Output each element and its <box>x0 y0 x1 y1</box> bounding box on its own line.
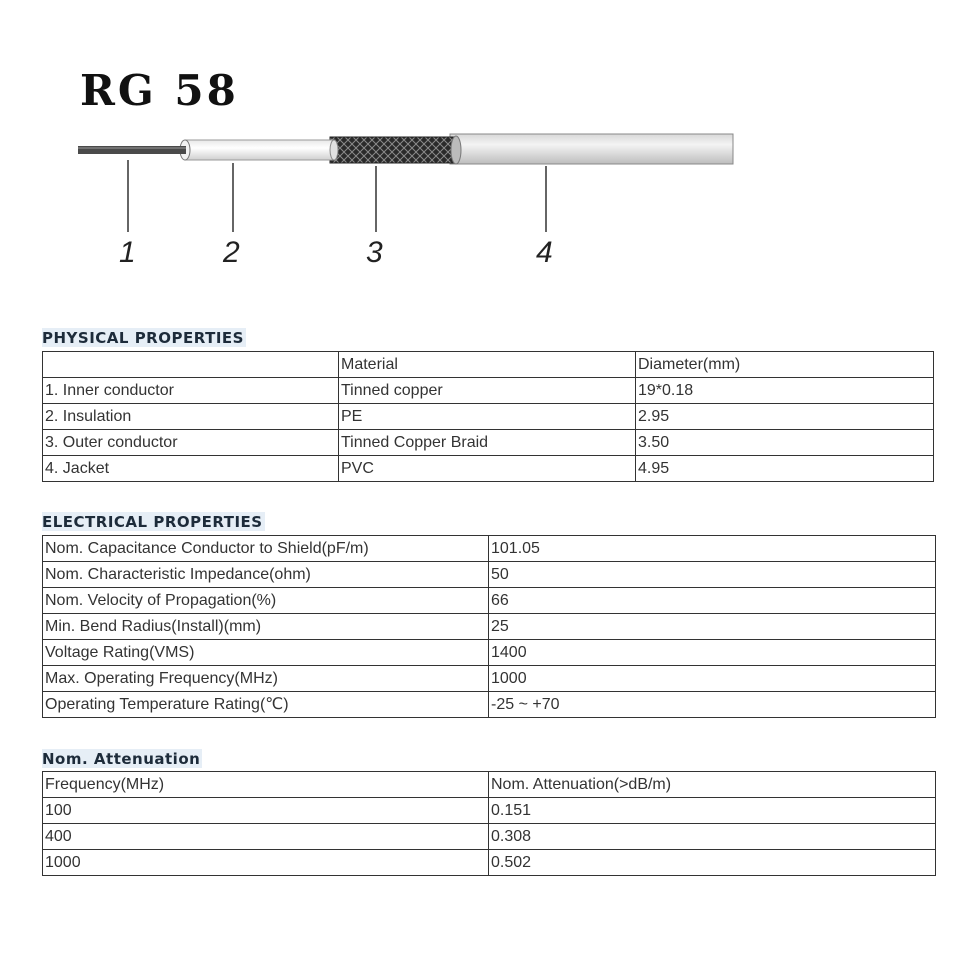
table-cell: 400 <box>43 824 489 850</box>
physical-section-title: PHYSICAL PROPERTIES <box>42 329 244 347</box>
table-cell: 19*0.18 <box>636 378 934 404</box>
attenuation-table <box>42 771 936 876</box>
callout-3: 3 <box>366 236 383 269</box>
table-cell: Tinned Copper Braid <box>339 430 636 456</box>
table-cell: 1000 <box>43 850 489 876</box>
table-cell: Material <box>339 352 636 378</box>
table-cell: 2. Insulation <box>43 404 339 430</box>
table-cell: Voltage Rating(VMS) <box>43 640 489 666</box>
table-cell: 25 <box>489 614 936 640</box>
table-cell: Max. Operating Frequency(MHz) <box>43 666 489 692</box>
electrical-table <box>42 535 936 718</box>
table-row <box>43 588 936 614</box>
cable-inner-conductor <box>78 146 186 154</box>
table-cell: Nom. Velocity of Propagation(%) <box>43 588 489 614</box>
table-cell: Min. Bend Radius(Install)(mm) <box>43 614 489 640</box>
table-cell: Nom. Characteristic Impedance(ohm) <box>43 562 489 588</box>
table-cell: 4.95 <box>636 456 934 482</box>
table-row <box>43 850 936 876</box>
callout-2: 2 <box>223 236 240 269</box>
table-cell: 2.95 <box>636 404 934 430</box>
cable-insulation <box>185 140 335 160</box>
table-row <box>43 798 936 824</box>
cable-braid <box>330 137 456 163</box>
table-cell: Operating Temperature Rating(℃) <box>43 692 489 718</box>
table-cell: -25 ~ +70 <box>489 692 936 718</box>
table-row <box>43 824 936 850</box>
table-row <box>43 692 936 718</box>
physical-table <box>42 351 934 482</box>
table-cell: Tinned copper <box>339 378 636 404</box>
table-cell: 1. Inner conductor <box>43 378 339 404</box>
table-cell: 0.151 <box>489 798 936 824</box>
table-cell: 50 <box>489 562 936 588</box>
table-cell: 1000 <box>489 666 936 692</box>
table-row <box>43 456 934 482</box>
table-cell: Nom. Capacitance Conductor to Shield(pF/m) <box>43 536 489 562</box>
table-row <box>43 404 934 430</box>
table-cell: Diameter(mm) <box>636 352 934 378</box>
attenuation-section-title: Nom. Attenuation <box>42 750 201 768</box>
table-row <box>43 614 936 640</box>
cable-diagram <box>0 120 980 240</box>
table-cell: 1400 <box>489 640 936 666</box>
table-cell: 0.502 <box>489 850 936 876</box>
table-row <box>43 378 934 404</box>
electrical-section-title: ELECTRICAL PROPERTIES <box>42 513 263 531</box>
table-cell: Frequency(MHz) <box>43 772 489 798</box>
callout-4: 4 <box>536 236 553 269</box>
table-cell: 100 <box>43 798 489 824</box>
table-cell <box>43 352 339 378</box>
table-row <box>43 666 936 692</box>
cable-title: RG 58 <box>80 66 239 115</box>
table-cell: PE <box>339 404 636 430</box>
table-row <box>43 536 936 562</box>
table-cell: 101.05 <box>489 536 936 562</box>
table-cell: 4. Jacket <box>43 456 339 482</box>
table-cell: PVC <box>339 456 636 482</box>
table-row <box>43 562 936 588</box>
table-header-row <box>43 772 936 798</box>
cable-jacket <box>450 134 733 164</box>
table-cell: Nom. Attenuation(>dB/m) <box>489 772 936 798</box>
table-cell: 3. Outer conductor <box>43 430 339 456</box>
table-row <box>43 430 934 456</box>
table-header-row <box>43 352 934 378</box>
table-cell: 66 <box>489 588 936 614</box>
table-cell: 0.308 <box>489 824 936 850</box>
table-row <box>43 640 936 666</box>
callout-1: 1 <box>119 236 136 269</box>
table-cell: 3.50 <box>636 430 934 456</box>
